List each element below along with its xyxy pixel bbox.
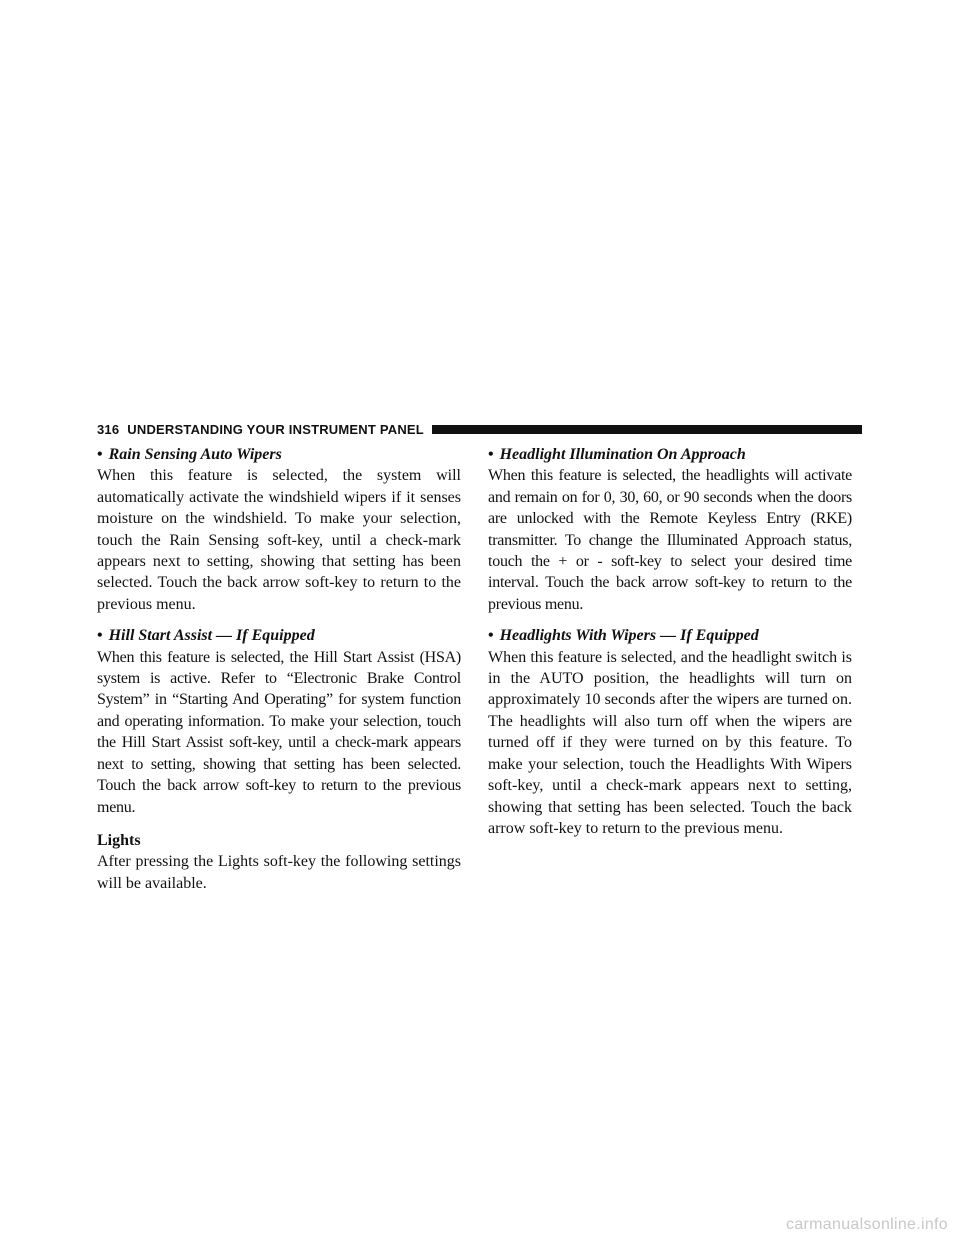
- feature-description-rain-sensing: When this feature is selected, the system will automatically activate the windshield wipers if it senses moisture on the windshield. To make your selection, touch the Rain Sensing soft-key, until a check-mark appears next to setting, showing that setting has been selected. Touch the back arrow soft-key to return to the previous menu.: [97, 467, 461, 613]
- bullet: •: [97, 627, 103, 645]
- bullet: •: [97, 446, 103, 463]
- feature-title-headlight-illumination: [488, 444, 852, 465]
- bullet: •: [488, 627, 494, 645]
- page-header: [97, 419, 862, 439]
- feature-description-headlight-illumination: When this feature is selected, the headlights will activate and remain on for 0, 30, 60, or 90 seconds when the doors are unlocked with the Remote Keyless Entry (RKE) transmitter. To change the Illuminated Approach status, touch the + or - soft-key to select your desired time interval. Touch the back arrow soft-key to return to the previous menu.: [488, 467, 852, 613]
- page-number: 316: [97, 421, 120, 437]
- feature-title-text: Hill Start Assist — If Equipped: [108, 627, 315, 645]
- bullet: •: [488, 446, 494, 463]
- section-description-lights: After pressing the Lights soft-key the following settings will be available.: [97, 853, 461, 892]
- header-rule: [432, 425, 862, 434]
- feature-title-text: Headlights With Wipers — If Equipped: [499, 627, 759, 645]
- feature-title-rain-sensing: [97, 444, 461, 465]
- feature-title-text: Rain Sensing Auto Wipers: [108, 446, 282, 463]
- section-heading-lights: Lights: [97, 831, 141, 849]
- feature-title-headlights-with-wipers: [488, 625, 852, 646]
- right-column: [488, 444, 852, 849]
- feature-description-headlights-with-wipers: When this feature is selected, and the headlight switch is in the AUTO position, the headlights will turn on approximately 10 seconds after the wipers are turned on. The headlights will also turn off when the wipers are turned off if they were turned on by this feature. To make your selection, touch the Headlights With Wipers soft-key, until a check-mark appears next to setting, showing that setting has been selected. Touch the back arrow soft-key to return to the previous menu.: [488, 648, 852, 837]
- feature-title-hill-start-assist: [97, 625, 461, 646]
- feature-title-text: Headlight Illumination On Approach: [499, 446, 746, 463]
- section-title: UNDERSTANDING YOUR INSTRUMENT PANEL: [127, 421, 424, 437]
- watermark: carmanualsonline.info: [786, 1216, 948, 1233]
- left-column: [97, 444, 461, 904]
- feature-description-hill-start-assist: When this feature is selected, the Hill Start Assist (HSA) system is active. Refer to “Electronic Brake Control System” in “Starting And Operating” for system function and operating information. To make your selection, touch the Hill Start Assist soft-key, until a check-mark appears next to setting, showing that setting has been selected. Touch the back arrow soft-key to return to the previous menu.: [97, 648, 461, 816]
